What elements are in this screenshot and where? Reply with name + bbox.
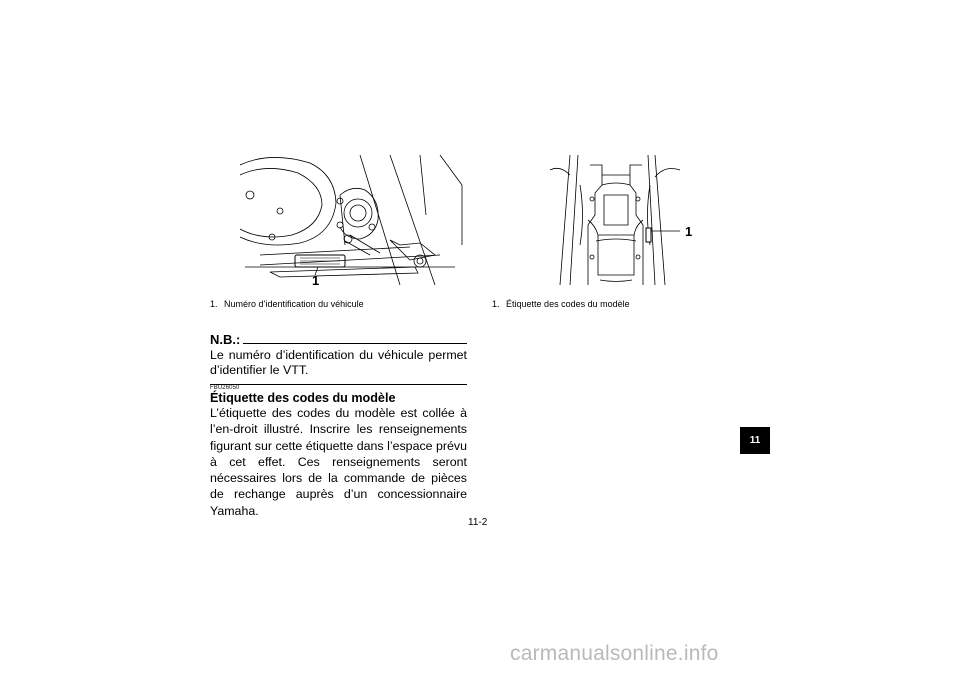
note-top-rule [243,343,467,344]
caption-number: 1. [492,299,500,309]
model-label-location-illustration [540,155,693,285]
watermark: carmanualsonline.info [510,642,719,665]
caption-text: Numéro d’identification du véhicule [224,299,364,309]
note-box [210,333,467,385]
caption-number: 1. [210,299,218,309]
figure-caption [210,299,364,310]
chapter-tab: 11 [740,427,770,454]
section-body: L’étiquette des codes du modèle est collée à l’en-droit illustré. Inscrire les renseignements figurant sur cette étiquette dans l’espace prévu à cet effet. Ces renseignements seront nécessaires lors de la commande de pièces de rechange auprès d’un concessionnaire Yamaha. [210,406,467,518]
note-label: N.B.: [210,332,241,347]
note-text: Le numéro d’identification du véhicule permet d’identifier le VTT. [210,348,467,377]
caption-text: Étiquette des codes du modèle [506,299,630,309]
page-number: 11-2 [468,517,488,528]
vin-location-illustration [240,155,470,285]
note-header [210,333,467,347]
note-bottom-rule [210,384,467,385]
callout-number: 1 [685,224,693,239]
callout-number: 1 [312,273,320,288]
figure-caption [492,299,630,310]
section-code: FBU26050 [210,385,240,391]
section-title: Étiquette des codes du modèle [210,391,396,405]
